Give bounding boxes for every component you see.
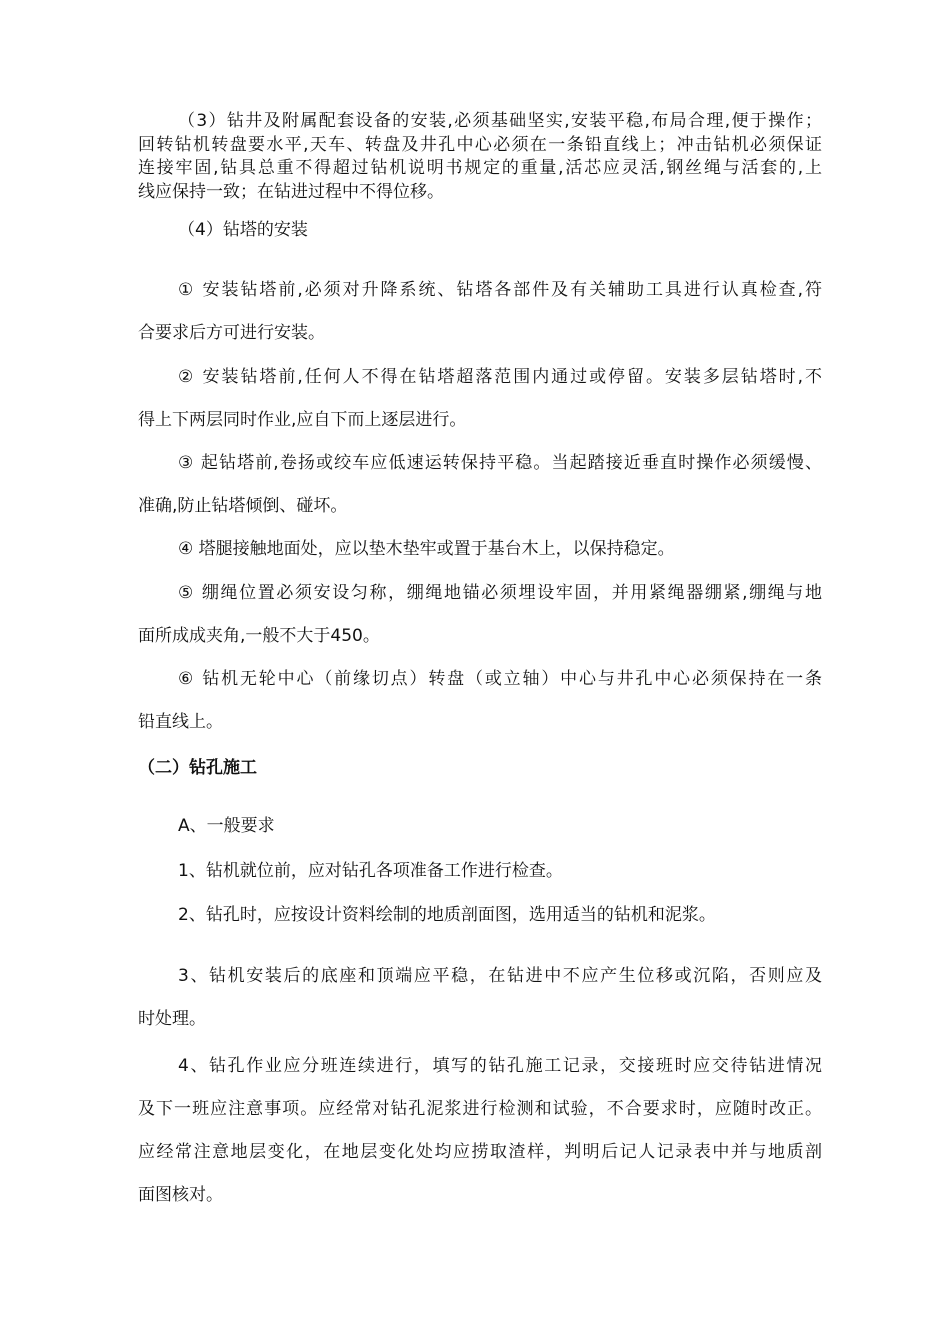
text-line: 4、钻孔作业应分班连续进行，填写的钻孔施工记录，交接班时应交待钻进情况 <box>178 1056 822 1076</box>
list-item <box>138 356 822 442</box>
text-line: 面图核对。 <box>138 1185 223 1205</box>
text-line: ② 安装钻塔前,任何人不得在钻塔超落范围内通过或停留。安装多层钻塔时,不 <box>178 367 822 387</box>
text-line: 连接牢固,钻具总重不得超过钻机说明书规定的重量,活芯应灵活,钢丝绳与活套的,上 <box>138 158 822 178</box>
section-heading-drilling <box>138 747 822 790</box>
text-line: A、一般要求 <box>178 816 275 836</box>
text-line: ④ 塔腿接触地面处，应以垫木垫牢或置于基台木上，以保持稳定。 <box>178 539 675 559</box>
text-line: 面所成成夹角,一般不大于450。 <box>138 626 380 646</box>
text-line: 应经常注意地层变化，在地层变化处均应捞取渣样，判明后记人记录表中并与地质剖 <box>138 1142 822 1162</box>
document-page <box>138 0 822 1344</box>
text-line: （3）钻井及附属配套设备的安装,必须基础坚实,安装平稳,布局合理,便于操作； <box>178 111 822 131</box>
requirement-item <box>138 1045 822 1217</box>
subheading-general-requirements <box>138 805 822 848</box>
text-line: 3、钻机安装后的底座和顶端应平稳，在钻进中不应产生位移或沉陷，否则应及 <box>178 966 822 986</box>
requirement-item <box>138 955 822 1041</box>
paragraph-equipment-installation <box>138 110 822 204</box>
text-line: 线应保持一致；在钻进过程中不得位移。 <box>138 181 444 202</box>
requirement-item <box>138 850 822 893</box>
list-item <box>138 269 822 355</box>
text-line: ⑥ 钻机无轮中心（前缘切点）转盘（或立轴）中心与井孔中心必须保持在一条 <box>178 669 822 689</box>
text-line: （4）钻塔的安装 <box>178 220 308 240</box>
list-item <box>138 658 822 744</box>
text-line: 回转钻机转盘要水平,天车、转盘及井孔中心必须在一条铅直线上；冲击钻机必须保证 <box>138 134 822 155</box>
text-line: 合要求后方可进行安装。 <box>138 323 325 343</box>
text-line: 得上下两层同时作业,应自下而上逐层进行。 <box>138 410 467 430</box>
text-line: 1、钻机就位前，应对钻孔各项准备工作进行检查。 <box>178 861 563 881</box>
subheading-derrick-installation <box>138 209 822 252</box>
text-line: 准确,防止钻塔倾倒、碰坏。 <box>138 496 348 516</box>
requirement-item <box>138 894 822 937</box>
text-line: ① 安装钻塔前,必须对升降系统、钻塔各部件及有关辅助工具进行认真检查,符 <box>178 280 822 300</box>
text-line: ⑤ 绷绳位置必须安设匀称，绷绳地锚必须埋设牢固，并用紧绳器绷紧,绷绳与地 <box>178 583 822 603</box>
text-line: 时处理。 <box>138 1009 206 1029</box>
list-item <box>138 528 822 571</box>
text-line: ③ 起钻塔前,卷扬或绞车应低速运转保持平稳。当起踏接近垂直时操作必须缓慢、 <box>178 453 822 473</box>
text-line: （二）钻孔施工 <box>138 758 257 778</box>
list-item <box>138 442 822 528</box>
text-line: 及下一班应注意事项。应经常对钻孔泥浆进行检测和试验，不合要求时，应随时改正。 <box>138 1099 822 1119</box>
text-line: 2、钻孔时，应按设计资料绘制的地质剖面图，选用适当的钻机和泥浆。 <box>178 905 716 925</box>
text-line: 铅直线上。 <box>138 712 223 732</box>
list-item <box>138 572 822 658</box>
